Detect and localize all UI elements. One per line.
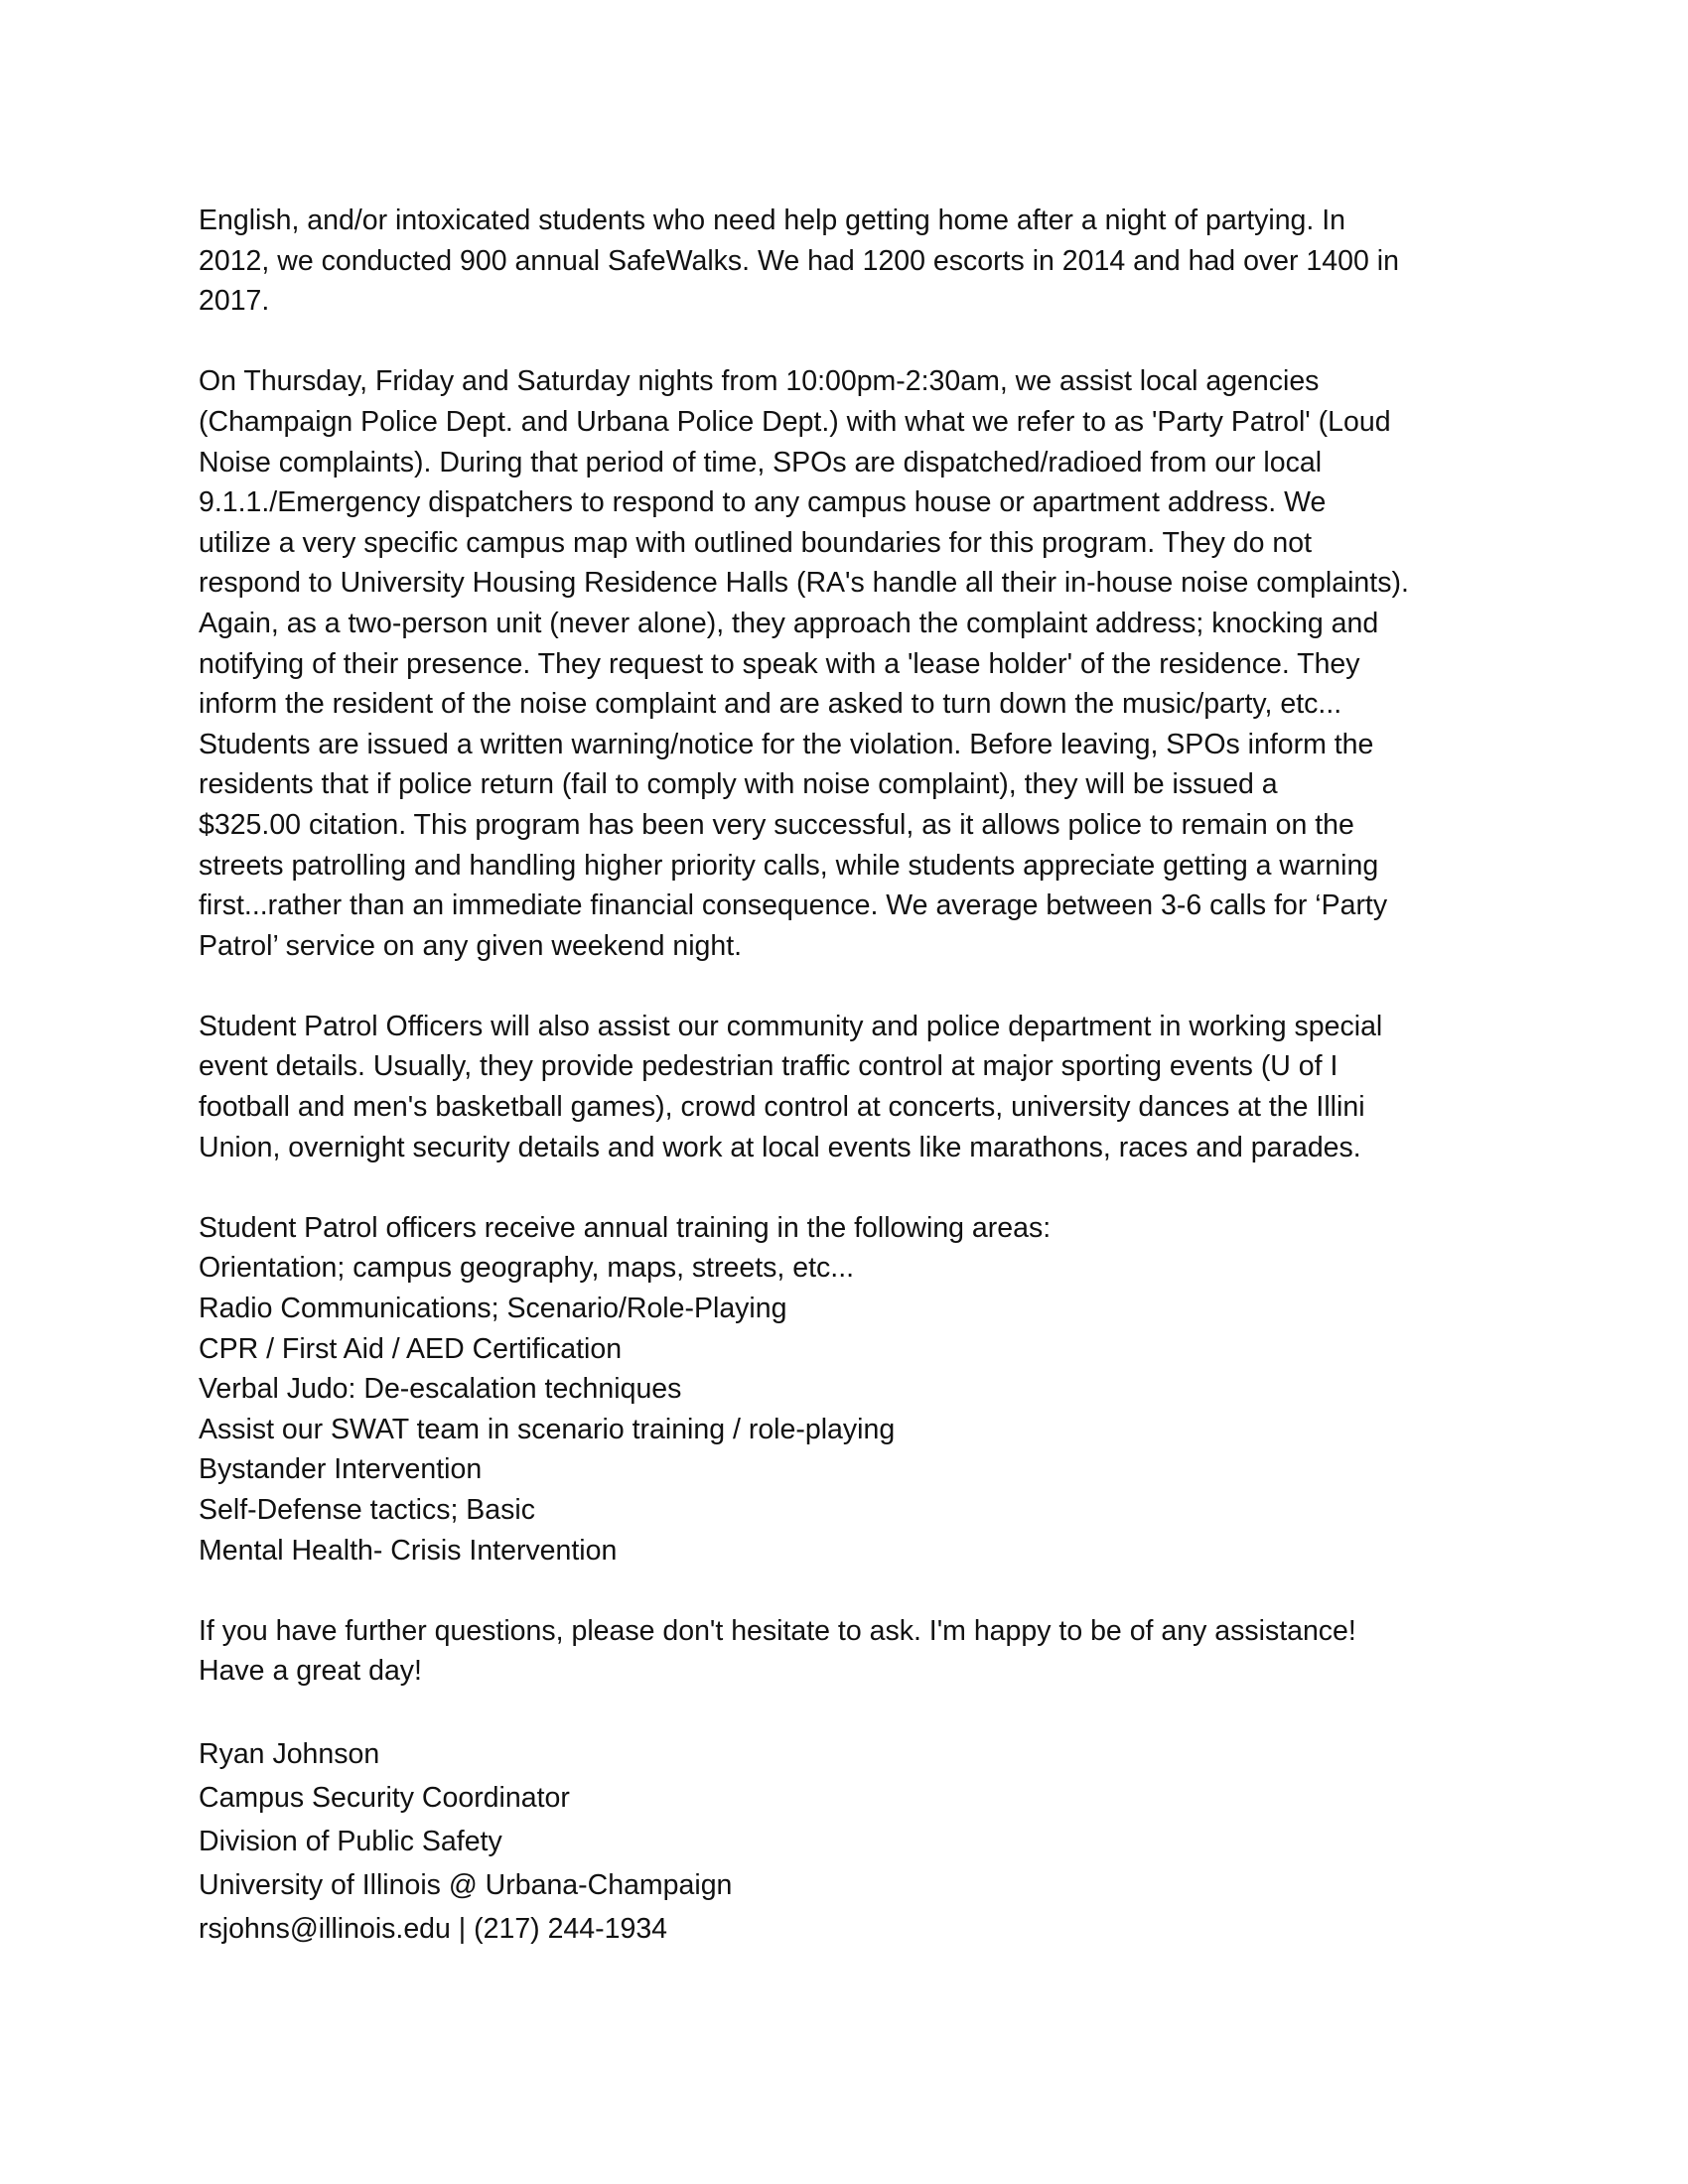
document-body [199,201,1499,1692]
text-line: On Thursday, Friday and Saturday nights from 10:00pm-2:30am, we assist local agencies [199,365,1320,398]
text-line: Patrol’ service on any given weekend night. [199,929,743,962]
text-line: $325.00 citation. This program has been very successful, as it allows police to remain on the [199,808,1354,841]
text-line: Verbal Judo: De-escalation techniques [199,1373,682,1406]
text-line: Orientation; campus geography, maps, streets, etc... [199,1252,855,1285]
text-line: Mental Health- Crisis Intervention [199,1534,618,1567]
document-page [199,201,1499,1952]
text-line: Union, overnight security details and work at local events like marathons, races and parades. [199,1131,1361,1163]
text-line: Assist our SWAT team in scenario training / role-playing [199,1413,896,1445]
text-line: 2017. [199,285,270,318]
paragraph-training [199,1208,1499,1570]
text-line: Bystander Intervention [199,1453,483,1486]
text-line: notifying of their presence. They request to speak with a 'lease holder' of the residence. They [199,647,1360,680]
text-line: Noise complaints). During that period of time, SPOs are dispatched/radioed from our local [199,446,1323,478]
paragraph-safewalk-stats [199,201,1499,322]
text-line: 9.1.1./Emergency dispatchers to respond to any campus house or apartment address. We [199,486,1327,519]
text-line: Again, as a two-person unit (never alone), they approach the complaint address; knocking and [199,607,1379,639]
text-line: If you have further questions, please don't hesitate to ask. I'm happy to be of any assistance! [199,1614,1356,1647]
text-line: streets patrolling and handling higher priority calls, while students appreciate getting a warning [199,849,1379,882]
signature-line: University of Illinois @ Urbana-Champaign [199,1869,733,1902]
text-line: residents that if police return (fail to comply with noise complaint), they will be issued a [199,768,1278,801]
text-line: Have a great day! [199,1655,422,1688]
text-line: CPR / First Aid / AED Certification [199,1332,623,1365]
text-line: (Champaign Police Dept. and Urbana Police Dept.) with what we refer to as 'Party Patrol' (Loud [199,405,1391,438]
text-line: English, and/or intoxicated students who need help getting home after a night of partying. In [199,205,1346,236]
signature-line: Ryan Johnson [199,1737,380,1770]
text-line: Student Patrol officers receive annual training in the following areas: [199,1211,1052,1244]
text-line: Student Patrol Officers will also assist our community and police department in working special [199,1010,1383,1042]
text-line: utilize a very specific campus map with outlined boundaries for this program. They do not [199,526,1313,559]
text-line: event details. Usually, they provide pedestrian traffic control at major sporting events (U of I [199,1050,1338,1083]
text-line: 2012, we conducted 900 annual SafeWalks. We had 1200 escorts in 2014 and had over 1400 in [199,244,1399,277]
text-line: Self-Defense tactics; Basic [199,1494,535,1526]
text-line: respond to University Housing Residence Halls (RA's handle all their in-house noise complaints). [199,567,1409,600]
signature-line: Campus Security Coordinator [199,1781,570,1814]
signature-line: Division of Public Safety [199,1825,502,1857]
paragraph-closing [199,1611,1499,1692]
text-line: first...rather than an immediate financial consequence. We average between 3-6 calls for ‘Party [199,889,1388,922]
paragraph-special-events [199,1007,1499,1167]
paragraph-party-patrol [199,361,1499,966]
text-line: football and men's basketball games), crowd control at concerts, university dances at the Illini [199,1091,1365,1124]
signature-block [199,1732,1499,1952]
signature-line[interactable]: rsjohns@illinois.edu | (217) 244-1934 [199,1913,668,1946]
text-line: Students are issued a written warning/notice for the violation. Before leaving, SPOs inform the [199,728,1374,760]
text-line: Radio Communications; Scenario/Role-Playing [199,1293,787,1325]
text-line: inform the resident of the noise complaint and are asked to turn down the music/party, etc... [199,688,1342,721]
